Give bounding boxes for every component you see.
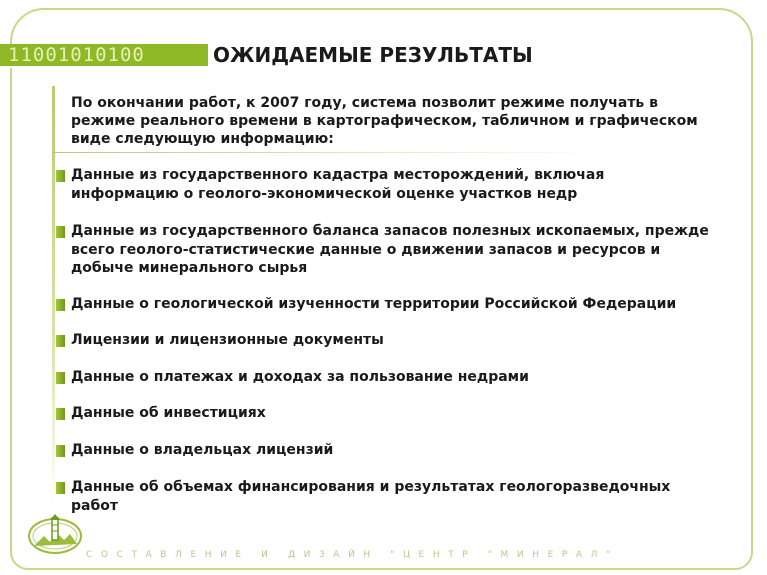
footer-credit: СОСТАВЛЕНИЕ И ДИЗАЙН "ЦЕНТР "МИНЕРАЛ" bbox=[86, 550, 619, 560]
bullet-icon bbox=[56, 372, 65, 384]
list-item: Лицензии и лицензионные документы bbox=[71, 332, 384, 348]
bullet-icon bbox=[56, 335, 65, 347]
list-item: Данные об объемах финансирования и результатах геологоразведочных работ bbox=[71, 479, 671, 514]
bullet-icon bbox=[56, 408, 65, 420]
left-accent-rule bbox=[52, 86, 55, 506]
intro-paragraph: По окончании работ, к 2007 году, система позволит режиме получать в режиме реального времени в картографическом, табличном и графическом виде следующую информацию: bbox=[71, 95, 698, 147]
binary-header-text: 11001010100 bbox=[8, 44, 145, 66]
slide-title: ОЖИДАЕМЫЕ РЕЗУЛЬТАТЫ bbox=[213, 43, 533, 67]
bullet-icon bbox=[56, 482, 65, 494]
bullet-icon bbox=[56, 299, 65, 311]
bullet-icon bbox=[56, 226, 65, 238]
list-item: Данные о платежах и доходах за пользование недрами bbox=[71, 369, 529, 385]
list-item: Данные о владельцах лицензий bbox=[71, 442, 334, 458]
intro-divider bbox=[52, 152, 612, 153]
list-item: Данные из государственного кадастра месторождений, включая информацию о геолого-экономической оценке участков недр bbox=[71, 167, 605, 202]
list-item: Данные об инвестициях bbox=[71, 405, 266, 421]
list-item: Данные о геологической изученности территории Российской Федерации bbox=[71, 296, 677, 312]
bullet-icon bbox=[56, 445, 65, 457]
tower-emblem-icon bbox=[26, 512, 84, 556]
binary-header-bar bbox=[0, 44, 208, 66]
bullet-icon bbox=[56, 170, 65, 182]
list-item: Данные из государственного баланса запасов полезных ископаемых, прежде всего геолого-статистические данные о движении запасов и ресурсов и добыче минерального сырья bbox=[71, 223, 709, 276]
